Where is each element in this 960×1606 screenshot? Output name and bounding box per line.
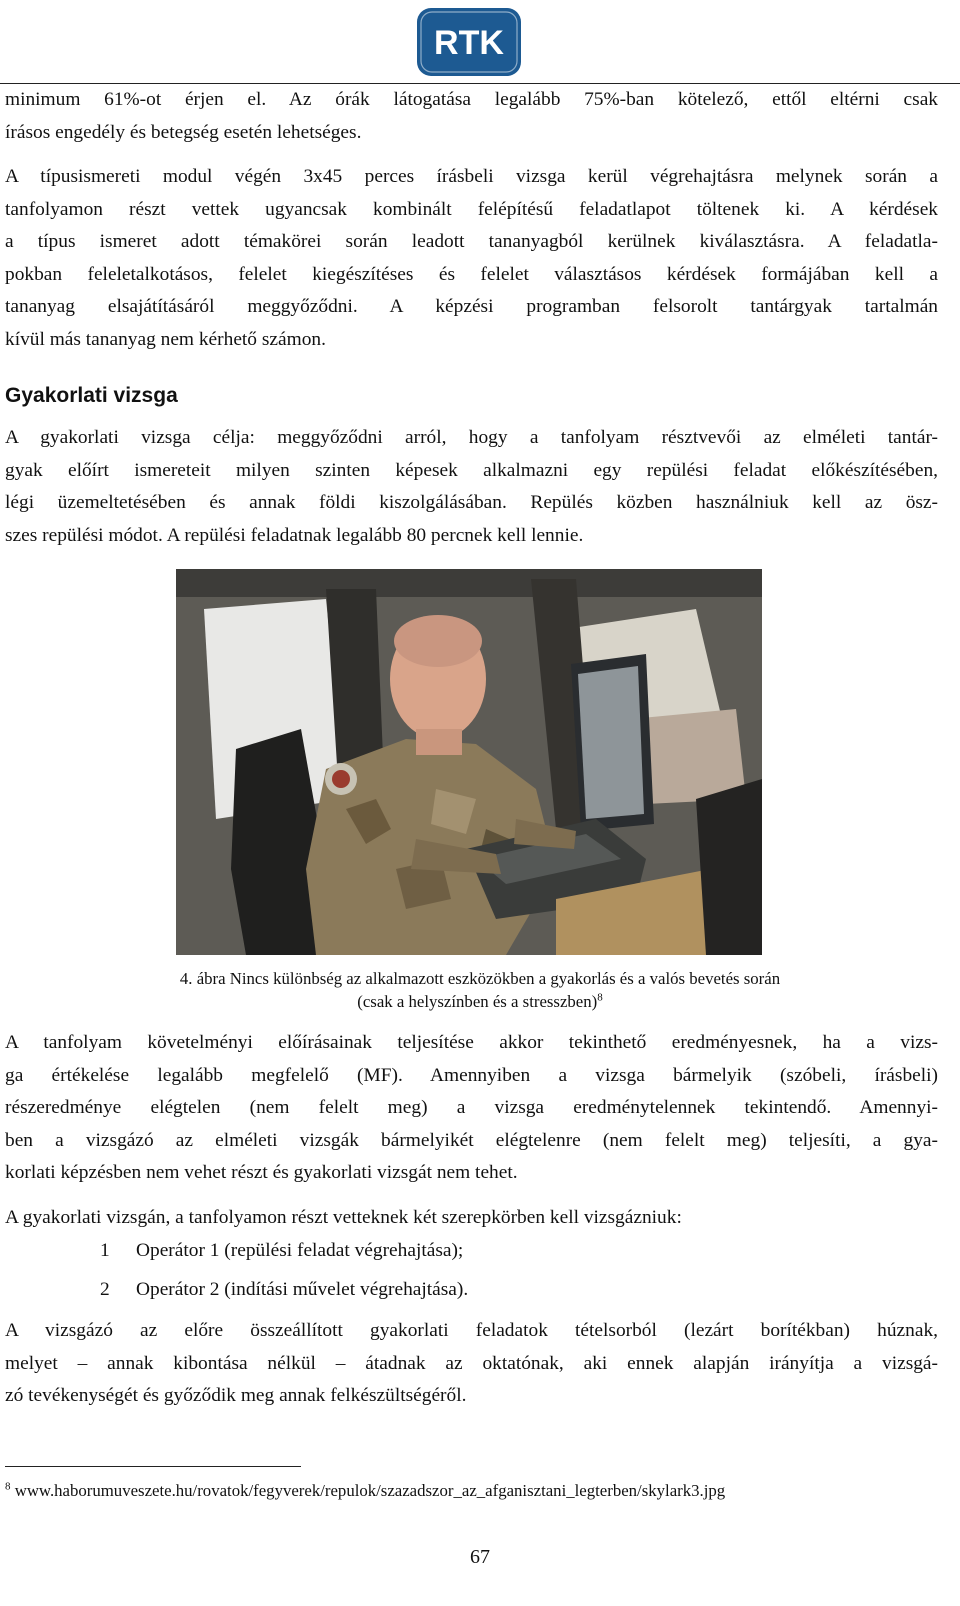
caption-line-1: 4. ábra Nincs különbség az alkalmazott eszközökben a gyakorlás és a valós bevetés során [179,969,781,988]
paragraph-roles-intro [5,1202,938,1235]
paragraph-requirements [5,1027,938,1190]
figure-caption [0,968,960,990]
figure-caption-cont [0,991,960,1013]
paragraph-line: tanfolyamon részt vettek ugyancsak kombinált felépítésű feladatlapot töltenek ki. A kérdések [5,198,938,220]
paragraph-line: írásos engedély és betegség esetén lehetséges. [5,121,362,143]
list-item [100,1236,463,1266]
paragraph-line: ga értékelése legalább megfelelő (MF). Amennyiben a vizsga bármelyik (szóbeli, írásbeli) [5,1064,938,1086]
paragraph-attendance [5,84,938,149]
paragraph-line: ben a vizsgázó az elméleti vizsgák bármelyikét elégtelenre (nem felelt meg) teljesíti, a gya- [5,1129,938,1151]
paragraph-exam-procedure [5,1315,938,1413]
paragraph-type-module-exam [5,161,938,356]
paragraph-line: minimum 61%-ot érjen el. Az órák látogatása legalább 75%-ban kötelező, ettől eltérni csak [5,89,938,110]
paragraph-line: kívül más tananyag nem kérhető számon. [5,328,326,350]
paragraph-line: A tanfolyam követelményi előírásainak teljesítése akkor tekinthető eredményesnek, ha a vizs- [5,1032,938,1053]
paragraph-line: részeredménye elégtelen (nem felelt meg) a vizsga eredménytelennek tekintendő. Amennyi- [5,1097,938,1118]
paragraph-line: a típus ismeret adott témakörei során leadott tananyagból kerülnek kiválasztásra. A feladatla- [5,231,938,252]
list-item-number: 2 [100,1279,110,1300]
footnote [5,1480,725,1502]
paragraph-line: A vizsgázó az előre összeállított gyakorlati feladatok tételsorból (lezárt borítékban) húznak, [5,1320,938,1341]
logo-text: RTK [434,24,504,62]
list-item [100,1275,468,1305]
list-item-text: Operátor 1 (repülési feladat végrehajtása); [136,1240,464,1261]
paragraph-line: pokban feleletalkotásos, felelet kiegészítéses és felelet választásos kérdések formájában kell a [5,263,938,285]
paragraph-line: zó tevékenységét és győződik meg annak felkészültségéről. [5,1385,467,1406]
footnote-marker: 8 [5,1480,11,1493]
figure-photo-operator [176,569,762,955]
caption-line-2: (csak a helyszínben és a stresszben) [357,992,598,1011]
paragraph-line: A gyakorlati vizsgán, a tanfolyamon részt vetteknek két szerepkörben kell vizsgázniuk: [5,1207,682,1228]
page-number: 67 [470,1546,490,1568]
list-item-number: 1 [100,1240,110,1261]
paragraph-line: A gyakorlati vizsga célja: meggyőződni arról, hogy a tanfolyam résztvevői az elméleti tantár- [5,427,938,448]
paragraph-line: szes repülési módot. A repülési feladatnak legalább 80 percnek kell lennie. [5,524,584,546]
paragraph-line: gyak előírt ismereteit milyen szinten képesek alkalmazni egy repülési feladat előkészítésében, [5,459,938,481]
section-heading: Gyakorlati vizsga [5,384,178,407]
rtk-logo-graphic [415,6,523,78]
paragraph-practical-exam-goal [5,422,938,552]
caption-footnote-ref: 8 [597,991,603,1004]
paragraph-line: korlati képzésben nem vehet részt és gyakorlati vizsgát nem tehet. [5,1162,518,1183]
paragraph-line: tananyag elsajátításáról meggyőződni. A képzési programban felsorolt tantárgyak tartalmán [5,296,938,317]
footnote-url[interactable]: www.haborumuveszete.hu/rovatok/fegyverek/repulok/szazadszor_az_afganisztani_legterben/skylark3.jpg [10,1481,726,1500]
list-item-text: Operátor 2 (indítási művelet végrehajtása). [136,1279,469,1300]
operator-photo-illustration [176,569,762,955]
footnote-rule [5,1466,301,1467]
paragraph-line: A típusismereti modul végén 3x45 perces írásbeli vizsga kerül végrehajtásra melynek során a [5,166,938,187]
rtk-logo [415,6,523,78]
paragraph-line: melyet – annak kibontása nélkül – átadnak az oktatónak, aki ennek alapján irányítja a vizsgá- [5,1352,938,1374]
paragraph-line: légi üzemeltetésében és annak földi kiszolgálásában. Repülés közben használniuk kell az ösz- [5,492,938,513]
